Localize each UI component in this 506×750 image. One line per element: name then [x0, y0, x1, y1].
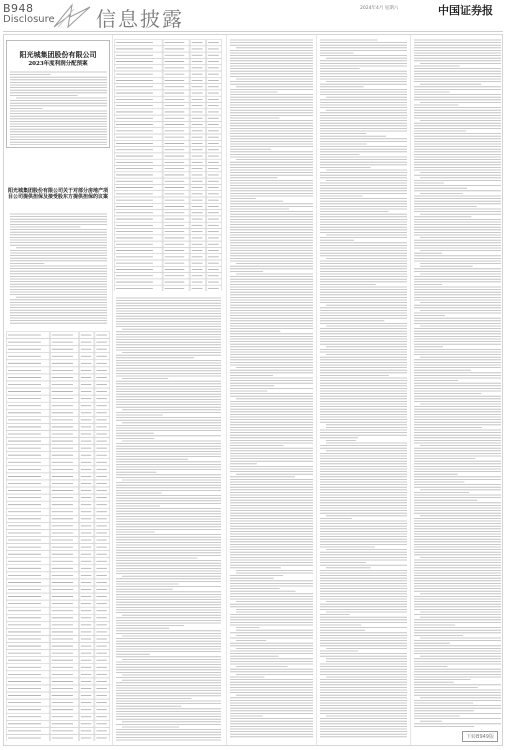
column-divider — [226, 35, 227, 745]
column-5 — [412, 35, 502, 745]
column-5-text — [414, 39, 502, 729]
project-table — [6, 331, 110, 745]
column-3-text — [230, 39, 314, 739]
article-2-text — [10, 213, 108, 325]
continued-label: 下转B949版 — [462, 731, 498, 742]
column-divider — [112, 35, 113, 745]
issue-date: 2024年4月 星期六 — [360, 6, 399, 11]
column-2-text — [116, 297, 222, 741]
column-2 — [114, 35, 224, 745]
column-4-text — [320, 39, 408, 739]
article-2-title: 阳光城集团股份有限公司关于对部分房地产项目公司提供担保及接受股东方提供担保的议案 — [8, 188, 109, 200]
masthead — [0, 0, 506, 34]
column-divider — [410, 35, 411, 745]
column-3 — [228, 35, 314, 745]
column-divider — [316, 35, 317, 745]
article-1-text — [10, 71, 108, 145]
section-title: 信息披露 — [96, 7, 184, 31]
section-en: Disclosure — [3, 14, 55, 25]
column-1 — [6, 35, 110, 745]
guarantee-table — [114, 39, 222, 295]
swoosh-icon — [52, 3, 92, 29]
newspaper-brand: 中国证券报 — [438, 4, 493, 17]
page-code: B948 — [3, 2, 34, 15]
article-1-subtitle: 2023年度利润分配预案 — [28, 61, 88, 67]
page-body — [3, 34, 503, 746]
article-1-title: 阳光城集团股份有限公司 — [19, 50, 97, 59]
header-rule — [3, 31, 503, 32]
column-4 — [318, 35, 408, 745]
